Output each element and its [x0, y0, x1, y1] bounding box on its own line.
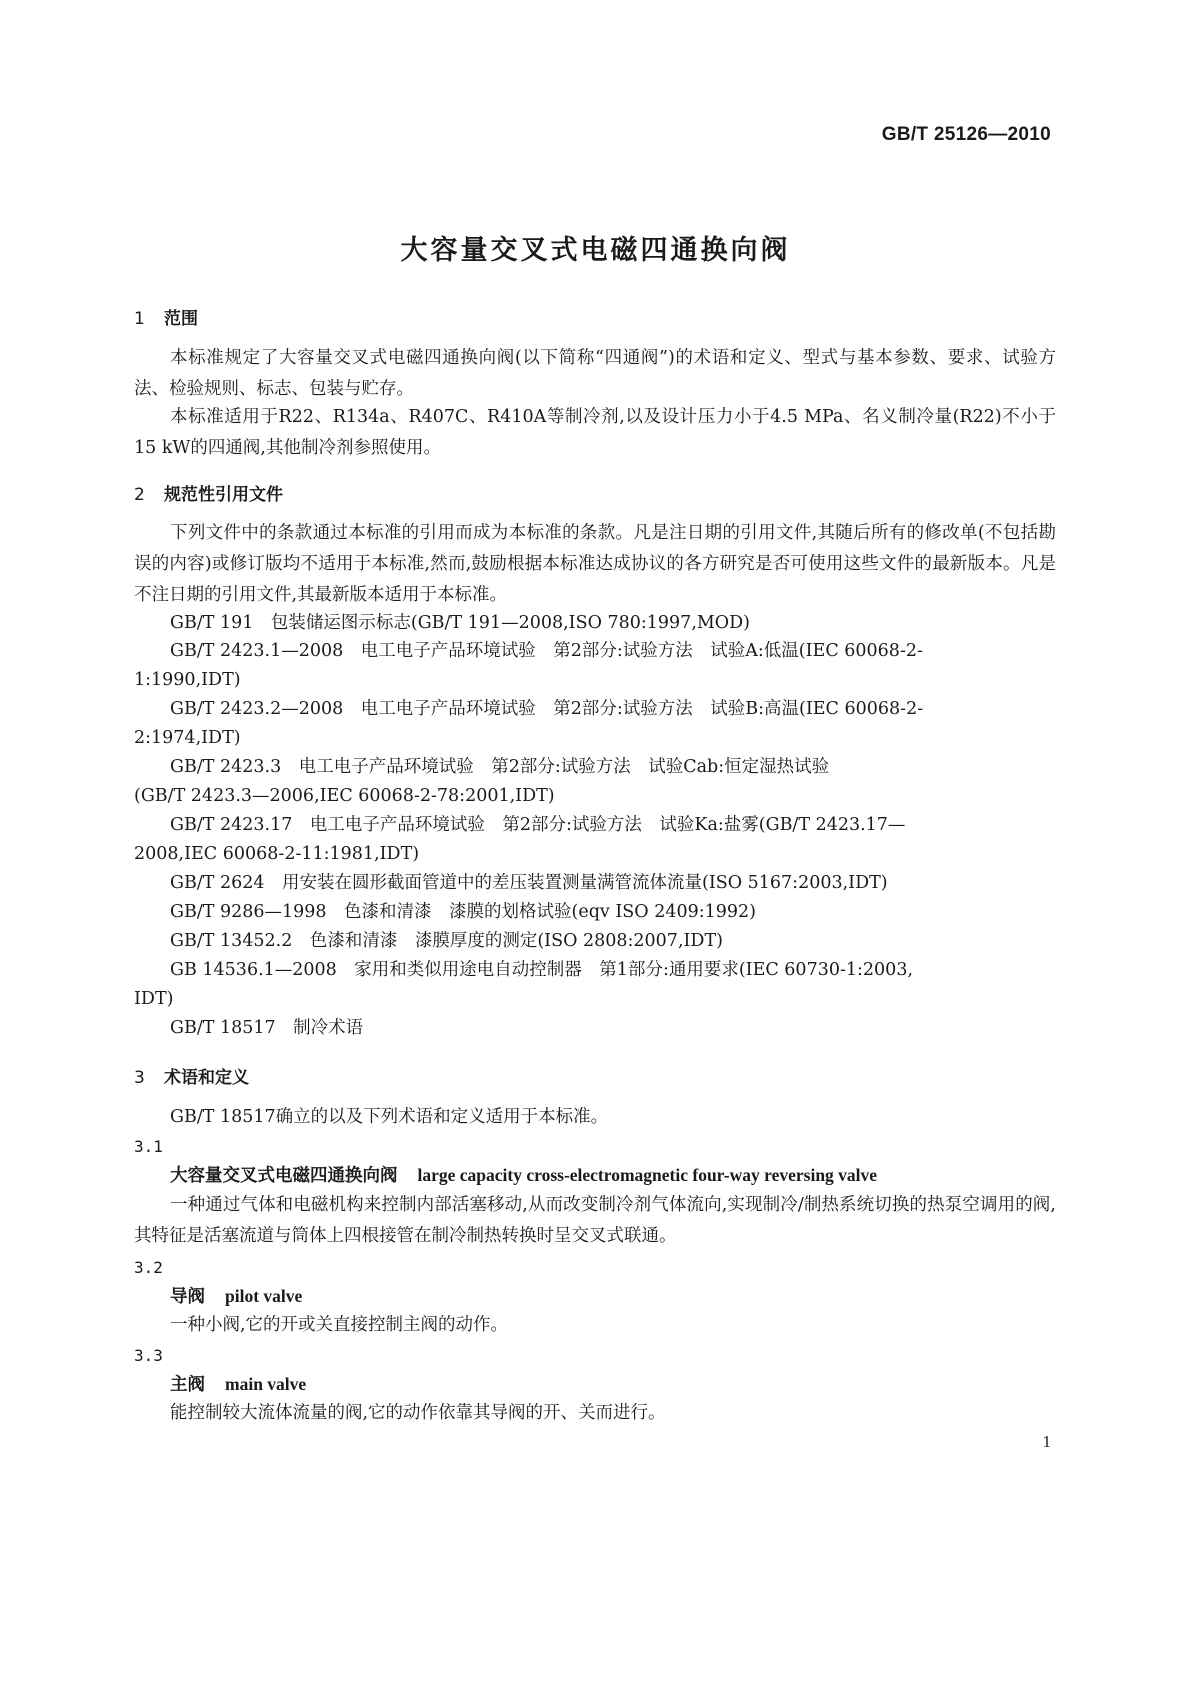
reference-line: GB/T 2423.2—2008 电工电子产品环境试验 第2部分:试验方法 试验B:高温(IEC 60068-2- — [170, 699, 924, 719]
document-title: 大容量交叉式电磁四通换向阀 — [400, 235, 791, 266]
term-name-zh: 大容量交叉式电磁四通换向阀 — [170, 1166, 398, 1186]
scope-paragraph-2: 本标准适用于R22、R134a、R407C、R410A等制冷剂,以及设计压力小于4.5 MPa、名义制冷量(R22)不小于15 kW的四通阀,其他制冷剂参照使用。 — [134, 407, 1056, 458]
reference-line: GB/T 2624 用安装在圆形截面管道中的差压装置测量满管流体流量(ISO 5167:2003,IDT) — [170, 873, 888, 893]
term-name-en: main valve — [225, 1374, 307, 1394]
reference-line: GB/T 2423.3 电工电子产品环境试验 第2部分:试验方法 试验Cab:恒定湿热试验 — [170, 757, 830, 777]
section-number: 2 — [134, 485, 145, 505]
section-3-heading — [134, 1063, 249, 1088]
reference-line: 2:1974,IDT) — [134, 728, 241, 748]
reference-line: GB/T 13452.2 色漆和清漆 漆膜厚度的测定(ISO 2808:2007,IDT) — [170, 931, 723, 951]
reference-line: GB/T 2423.17 电工电子产品环境试验 第2部分:试验方法 试验Ka:盐雾(GB/T 2423.17— — [170, 815, 906, 835]
term-name-zh: 主阀 — [170, 1375, 205, 1395]
reference-line: (GB/T 2423.3—2006,IEC 60068-2-78:2001,IDT) — [134, 786, 555, 806]
reference-line: GB/T 9286—1998 色漆和清漆 漆膜的划格试验(eqv ISO 2409:1992) — [170, 902, 756, 922]
page-number: 1 — [1042, 1432, 1051, 1451]
term-name-zh: 导阀 — [170, 1287, 205, 1307]
reference-line: 1:1990,IDT) — [134, 670, 241, 690]
term-definition: 能控制较大流体流量的阀,它的动作依靠其导阀的开、关而进行。 — [170, 1403, 666, 1423]
term-name-en: pilot valve — [225, 1286, 303, 1306]
section-2-heading — [134, 480, 283, 505]
standard-code: GB/T 25126—2010 — [881, 124, 1051, 145]
term-name-en: large capacity cross-electromagnetic four-way reversing valve — [417, 1165, 878, 1185]
section-title: 术语和定义 — [164, 1068, 249, 1088]
reference-line: 2008,IEC 60068-2-11:1981,IDT) — [134, 844, 420, 864]
section-1-heading — [134, 304, 198, 329]
section-number: 1 — [134, 309, 145, 329]
section-title: 范围 — [164, 309, 198, 329]
term-number: 3.3 — [134, 1346, 163, 1365]
term-definition: 一种通过气体和电磁机构来控制内部活塞移动,从而改变制冷剂气体流向,实现制冷/制热系统切换的热泵空调用的阀,其特征是活塞流道与筒体上四根接管在制冷制热转换时呈交叉式联通。 — [134, 1195, 1056, 1246]
reference-line: IDT) — [134, 989, 174, 1009]
terms-intro: GB/T 18517确立的以及下列术语和定义适用于本标准。 — [170, 1107, 609, 1127]
scope-paragraph-1: 本标准规定了大容量交叉式电磁四通换向阀(以下简称“四通阀”)的术语和定义、型式与基本参数、要求、试验方法、检验规则、标志、包装与贮存。 — [134, 348, 1056, 399]
reference-line: GB 14536.1—2008 家用和类似用途电自动控制器 第1部分:通用要求(IEC 60730-1:2003, — [170, 960, 914, 980]
term-heading — [134, 1369, 1092, 1401]
term-number: 3.1 — [134, 1137, 163, 1156]
term-definition: 一种小阀,它的开或关直接控制主阀的动作。 — [170, 1315, 509, 1335]
reference-line: GB/T 191 包装储运图示标志(GB/T 191—2008,ISO 780:1997,MOD) — [170, 613, 751, 633]
reference-line: GB/T 2423.1—2008 电工电子产品环境试验 第2部分:试验方法 试验A:低温(IEC 60068-2- — [170, 641, 923, 661]
term-heading — [134, 1281, 1092, 1313]
reference-line: GB/T 18517 制冷术语 — [170, 1018, 364, 1038]
section-number: 3 — [134, 1068, 145, 1088]
normative-references-intro: 下列文件中的条款通过本标准的引用而成为本标准的条款。凡是注日期的引用文件,其随后所有的修改单(不包括勘误的内容)或修订版均不适用于本标准,然而,鼓励根据本标准达成协议的各方研究是否可使用这些文件的最新版本。凡是不注日期的引用文件,其最新版本适用于本标准。 — [134, 523, 1056, 605]
section-title: 规范性引用文件 — [164, 485, 283, 505]
term-number: 3.2 — [134, 1258, 163, 1277]
term-heading — [134, 1160, 1092, 1192]
